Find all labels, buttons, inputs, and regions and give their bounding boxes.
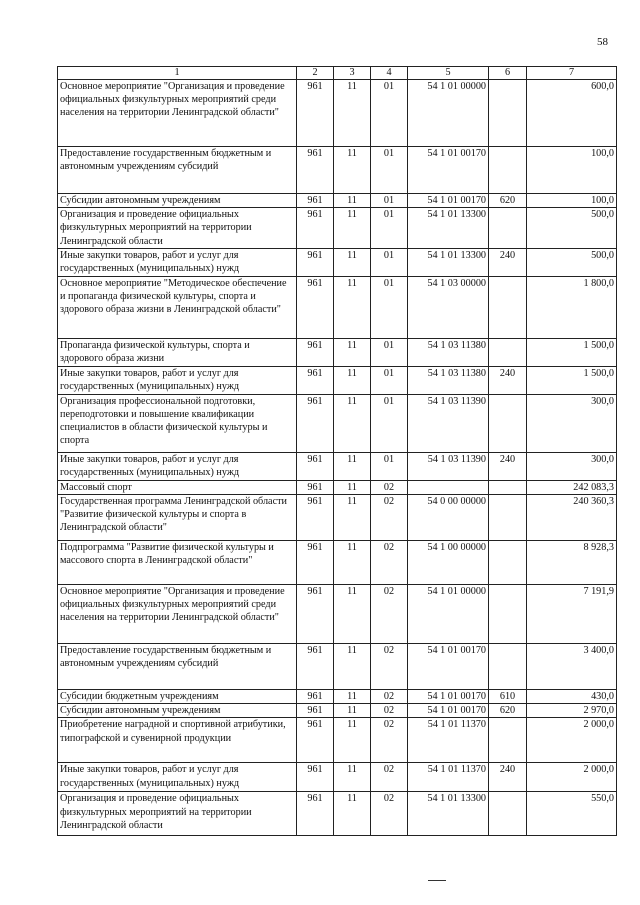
column-header: 4 xyxy=(371,67,408,80)
table-row xyxy=(58,792,617,836)
subsection-code: 01 xyxy=(371,276,408,338)
table-row xyxy=(58,366,617,394)
subsection-code: 02 xyxy=(371,585,408,644)
table-row xyxy=(58,147,617,194)
amount: 2 000,0 xyxy=(527,763,617,792)
amount: 550,0 xyxy=(527,792,617,836)
scan-mark xyxy=(428,880,446,881)
expense-type-code xyxy=(489,147,527,194)
subsection-code: 02 xyxy=(371,763,408,792)
amount: 7 191,9 xyxy=(527,585,617,644)
table-header-row xyxy=(58,67,617,80)
column-header: 3 xyxy=(334,67,371,80)
expense-type-code xyxy=(489,495,527,541)
section-code: 11 xyxy=(334,792,371,836)
subsection-code: 02 xyxy=(371,718,408,763)
subsection-code: 02 xyxy=(371,541,408,585)
item-name: Государственная программа Ленинградской области "Развитие физической культуры и спорта в Ленинградской области" xyxy=(58,495,297,541)
subsection-code: 02 xyxy=(371,644,408,690)
table-row xyxy=(58,338,617,366)
item-name: Основное мероприятие "Организация и проведение официальных физкультурных мероприятий среди населения на территории Ленинградской области" xyxy=(58,80,297,147)
expense-type-code xyxy=(489,394,527,452)
expense-type-code xyxy=(489,208,527,249)
section-code: 11 xyxy=(334,248,371,276)
column-header: 1 xyxy=(58,67,297,80)
item-name: Субсидии бюджетным учреждениям xyxy=(58,690,297,704)
subsection-code: 01 xyxy=(371,80,408,147)
subsection-code: 02 xyxy=(371,792,408,836)
expense-type-code: 240 xyxy=(489,366,527,394)
subsection-code: 01 xyxy=(371,366,408,394)
item-name: Иные закупки товаров, работ и услуг для государственных (муниципальных) нужд xyxy=(58,366,297,394)
target-article-code: 54 1 01 00170 xyxy=(408,704,489,718)
table-row xyxy=(58,763,617,792)
amount: 1 800,0 xyxy=(527,276,617,338)
grbs-code: 961 xyxy=(297,718,334,763)
expense-type-code xyxy=(489,585,527,644)
target-article-code: 54 1 01 00000 xyxy=(408,80,489,147)
target-article-code: 54 1 03 00000 xyxy=(408,276,489,338)
amount: 242 083,3 xyxy=(527,480,617,494)
table-row xyxy=(58,704,617,718)
item-name: Предоставление государственным бюджетным и автономным учреждениям субсидий xyxy=(58,147,297,194)
grbs-code: 961 xyxy=(297,704,334,718)
expense-type-code: 240 xyxy=(489,452,527,480)
subsection-code: 01 xyxy=(371,338,408,366)
column-header: 2 xyxy=(297,67,334,80)
item-name: Организация и проведение официальных физкультурных мероприятий на территории Ленинградской области xyxy=(58,792,297,836)
table-row xyxy=(58,276,617,338)
section-code: 11 xyxy=(334,541,371,585)
target-article-code: 54 1 01 00170 xyxy=(408,644,489,690)
grbs-code: 961 xyxy=(297,644,334,690)
item-name: Иные закупки товаров, работ и услуг для государственных (муниципальных) нужд xyxy=(58,452,297,480)
grbs-code: 961 xyxy=(297,452,334,480)
grbs-code: 961 xyxy=(297,147,334,194)
target-article-code: 54 1 01 11370 xyxy=(408,763,489,792)
subsection-code: 01 xyxy=(371,194,408,208)
item-name: Приобретение наградной и спортивной атрибутики, типографской и сувенирной продукции xyxy=(58,718,297,763)
target-article-code: 54 1 01 13300 xyxy=(408,248,489,276)
table-row xyxy=(58,394,617,452)
section-code: 11 xyxy=(334,763,371,792)
subsection-code: 02 xyxy=(371,495,408,541)
table-row xyxy=(58,480,617,494)
subsection-code: 02 xyxy=(371,480,408,494)
amount: 300,0 xyxy=(527,394,617,452)
grbs-code: 961 xyxy=(297,480,334,494)
section-code: 11 xyxy=(334,276,371,338)
target-article-code: 54 1 01 00170 xyxy=(408,690,489,704)
grbs-code: 961 xyxy=(297,394,334,452)
table-row xyxy=(58,585,617,644)
target-article-code: 54 1 01 13300 xyxy=(408,792,489,836)
grbs-code: 961 xyxy=(297,366,334,394)
column-header: 6 xyxy=(489,67,527,80)
item-name: Предоставление государственным бюджетным и автономным учреждениям субсидий xyxy=(58,644,297,690)
amount: 3 400,0 xyxy=(527,644,617,690)
subsection-code: 01 xyxy=(371,452,408,480)
amount: 430,0 xyxy=(527,690,617,704)
target-article-code: 54 1 01 00170 xyxy=(408,194,489,208)
item-name: Организация и проведение официальных физкультурных мероприятий на территории Ленинградской области xyxy=(58,208,297,249)
target-article-code: 54 0 00 00000 xyxy=(408,495,489,541)
amount: 500,0 xyxy=(527,208,617,249)
item-name: Подпрограмма "Развитие физической культуры и массового спорта в Ленинградской области" xyxy=(58,541,297,585)
budget-table xyxy=(57,66,617,836)
amount: 2 970,0 xyxy=(527,704,617,718)
expense-type-code: 610 xyxy=(489,690,527,704)
grbs-code: 961 xyxy=(297,208,334,249)
subsection-code: 01 xyxy=(371,248,408,276)
section-code: 11 xyxy=(334,690,371,704)
target-article-code: 54 1 03 11390 xyxy=(408,452,489,480)
section-code: 11 xyxy=(334,80,371,147)
item-name: Пропаганда физической культуры, спорта и здорового образа жизни xyxy=(58,338,297,366)
amount: 1 500,0 xyxy=(527,338,617,366)
amount: 240 360,3 xyxy=(527,495,617,541)
subsection-code: 01 xyxy=(371,208,408,249)
subsection-code: 01 xyxy=(371,394,408,452)
section-code: 11 xyxy=(334,452,371,480)
expense-type-code xyxy=(489,276,527,338)
item-name: Субсидии автономным учреждениям xyxy=(58,704,297,718)
section-code: 11 xyxy=(334,585,371,644)
expense-type-code xyxy=(489,644,527,690)
table-row xyxy=(58,194,617,208)
subsection-code: 02 xyxy=(371,704,408,718)
table-row xyxy=(58,452,617,480)
expense-type-code: 620 xyxy=(489,704,527,718)
grbs-code: 961 xyxy=(297,541,334,585)
grbs-code: 961 xyxy=(297,495,334,541)
section-code: 11 xyxy=(334,704,371,718)
expense-type-code xyxy=(489,80,527,147)
target-article-code: 54 1 03 11390 xyxy=(408,394,489,452)
item-name: Основное мероприятие "Методическое обеспечение и пропаганда физической культуры, спорта и здорового образа жизни в Ленинградской области" xyxy=(58,276,297,338)
section-code: 11 xyxy=(334,480,371,494)
item-name: Основное мероприятие "Организация и проведение официальных физкультурных мероприятий среди населения на территории Ленинградской области" xyxy=(58,585,297,644)
expense-type-code: 240 xyxy=(489,763,527,792)
table-row xyxy=(58,248,617,276)
column-header: 7 xyxy=(527,67,617,80)
amount: 600,0 xyxy=(527,80,617,147)
target-article-code: 54 1 01 13300 xyxy=(408,208,489,249)
section-code: 11 xyxy=(334,394,371,452)
amount: 1 500,0 xyxy=(527,366,617,394)
amount: 8 928,3 xyxy=(527,541,617,585)
target-article-code: 54 1 03 11380 xyxy=(408,338,489,366)
expense-type-code xyxy=(489,792,527,836)
section-code: 11 xyxy=(334,338,371,366)
section-code: 11 xyxy=(334,208,371,249)
target-article-code: 54 1 01 11370 xyxy=(408,718,489,763)
expense-type-code xyxy=(489,541,527,585)
amount: 100,0 xyxy=(527,147,617,194)
grbs-code: 961 xyxy=(297,690,334,704)
table-row xyxy=(58,644,617,690)
table-row xyxy=(58,718,617,763)
expense-type-code xyxy=(489,718,527,763)
table-row xyxy=(58,541,617,585)
expense-type-code: 620 xyxy=(489,194,527,208)
grbs-code: 961 xyxy=(297,194,334,208)
section-code: 11 xyxy=(334,366,371,394)
section-code: 11 xyxy=(334,194,371,208)
target-article-code: 54 1 00 00000 xyxy=(408,541,489,585)
grbs-code: 961 xyxy=(297,792,334,836)
item-name: Иные закупки товаров, работ и услуг для государственных (муниципальных) нужд xyxy=(58,248,297,276)
expense-type-code: 240 xyxy=(489,248,527,276)
expense-type-code xyxy=(489,480,527,494)
amount: 500,0 xyxy=(527,248,617,276)
target-article-code: 54 1 01 00170 xyxy=(408,147,489,194)
amount: 300,0 xyxy=(527,452,617,480)
table-row xyxy=(58,495,617,541)
item-name: Иные закупки товаров, работ и услуг для государственных (муниципальных) нужд xyxy=(58,763,297,792)
item-name: Организация профессиональной подготовки, переподготовки и повышение квалификации специалистов в области физической культуры и спорта xyxy=(58,394,297,452)
subsection-code: 01 xyxy=(371,147,408,194)
target-article-code xyxy=(408,480,489,494)
section-code: 11 xyxy=(334,495,371,541)
grbs-code: 961 xyxy=(297,763,334,792)
grbs-code: 961 xyxy=(297,80,334,147)
item-name: Массовый спорт xyxy=(58,480,297,494)
grbs-code: 961 xyxy=(297,276,334,338)
table-row xyxy=(58,80,617,147)
column-header: 5 xyxy=(408,67,489,80)
subsection-code: 02 xyxy=(371,690,408,704)
grbs-code: 961 xyxy=(297,585,334,644)
table-row xyxy=(58,208,617,249)
grbs-code: 961 xyxy=(297,338,334,366)
section-code: 11 xyxy=(334,718,371,763)
expense-type-code xyxy=(489,338,527,366)
grbs-code: 961 xyxy=(297,248,334,276)
section-code: 11 xyxy=(334,147,371,194)
amount: 100,0 xyxy=(527,194,617,208)
amount: 2 000,0 xyxy=(527,718,617,763)
page-number: 58 xyxy=(597,36,608,48)
target-article-code: 54 1 01 00000 xyxy=(408,585,489,644)
item-name: Субсидии автономным учреждениям xyxy=(58,194,297,208)
section-code: 11 xyxy=(334,644,371,690)
target-article-code: 54 1 03 11380 xyxy=(408,366,489,394)
table-row xyxy=(58,690,617,704)
